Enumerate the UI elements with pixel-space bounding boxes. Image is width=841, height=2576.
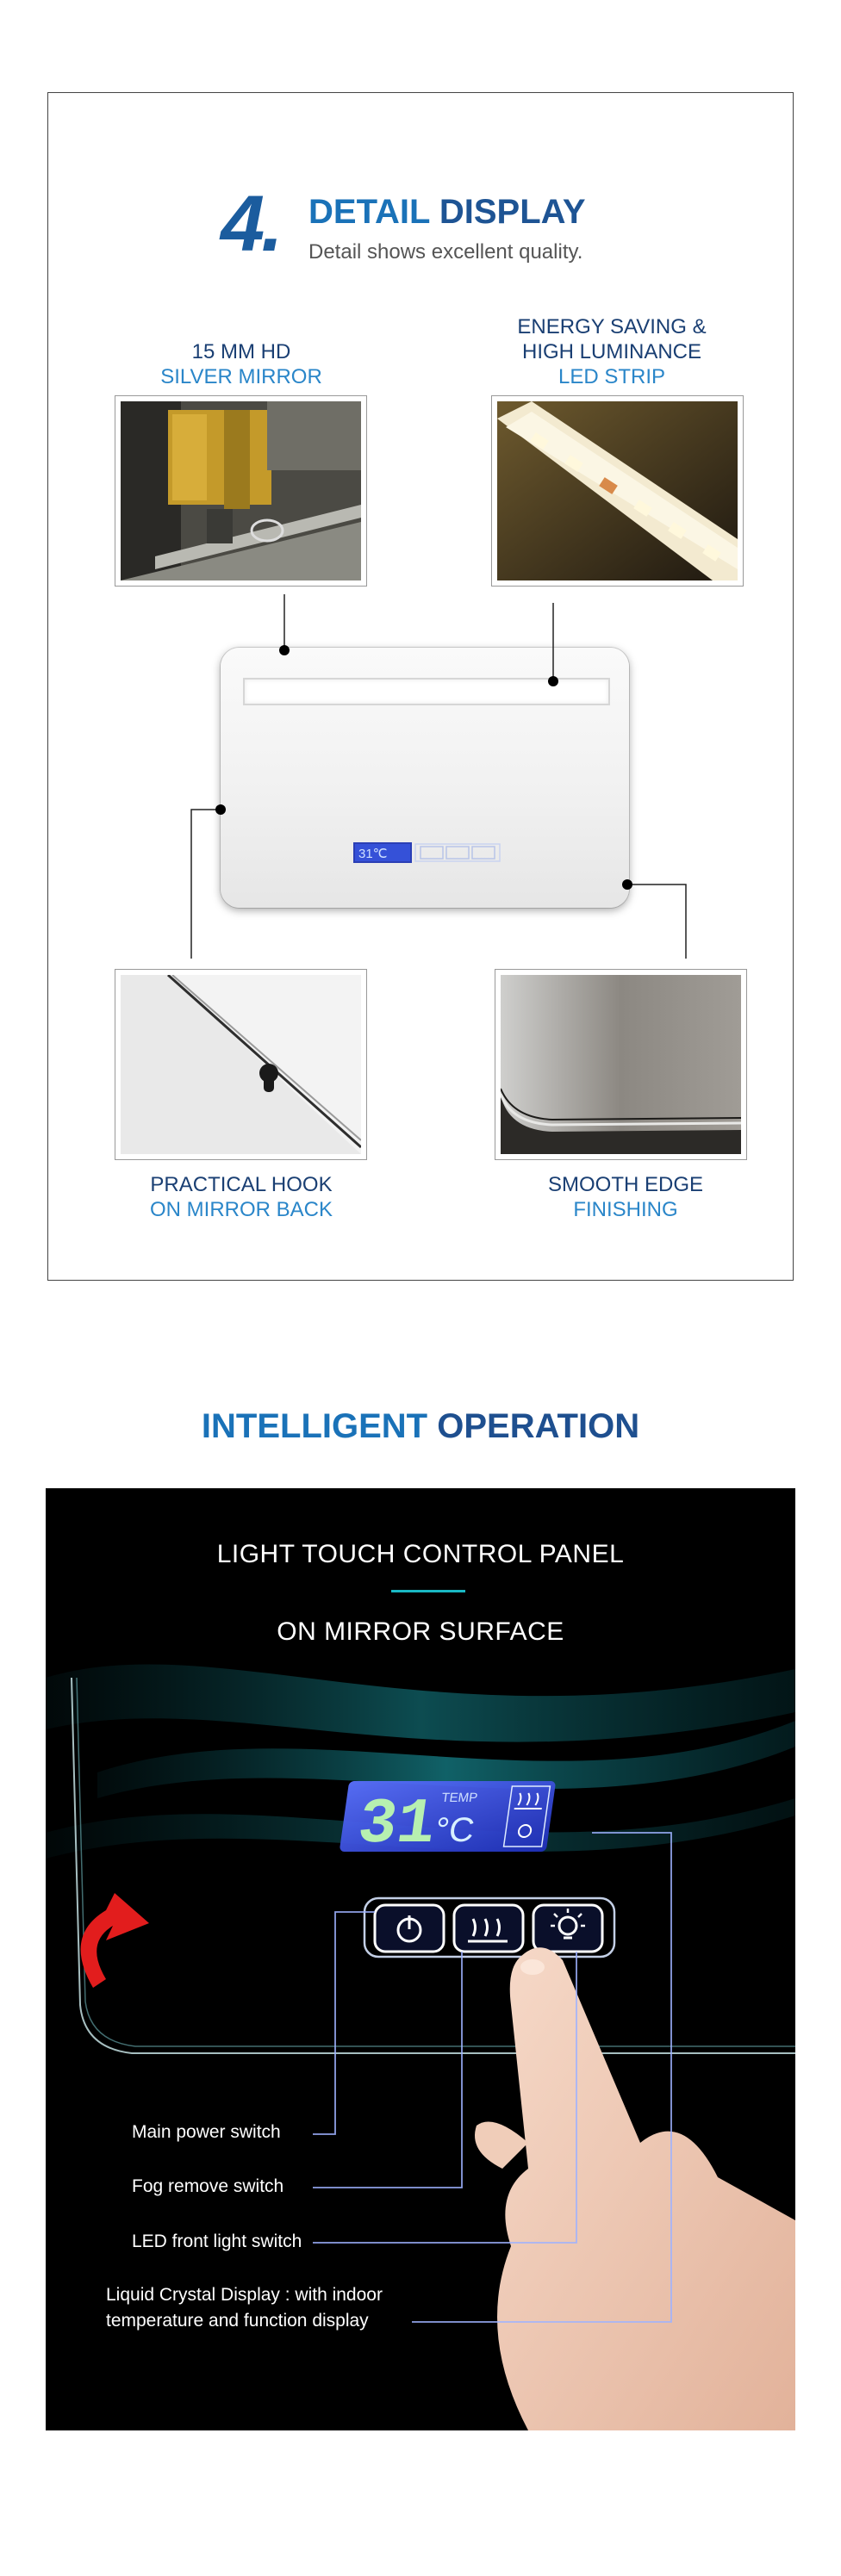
lcd-temp-label: TEMP <box>440 1791 479 1805</box>
label-lcd-line2: temperature and function display <box>106 2311 369 2331</box>
callout-dot <box>279 645 290 655</box>
panel-subtitle: ON MIRROR SURFACE <box>277 1617 564 1646</box>
caption-line: ON MIRROR BACK <box>149 1198 333 1221</box>
rotate-arrow-icon <box>81 1893 149 1988</box>
operation-heading <box>0 1407 841 1446</box>
fog-button[interactable] <box>454 1905 523 1952</box>
caption-line: 15 MM HD <box>191 340 291 363</box>
caption-line: ENERGY SAVING & <box>517 315 707 338</box>
callout-dot <box>548 676 558 686</box>
section-subtitle: Detail shows excellent quality. <box>308 240 583 264</box>
lcd-unit: °C <box>433 1810 477 1849</box>
caption-line: PRACTICAL HOOK <box>150 1173 333 1196</box>
lcd-display <box>338 1781 556 1861</box>
caption-line: SMOOTH EDGE <box>547 1173 703 1196</box>
callout-dot <box>215 804 226 815</box>
section-number: 4. <box>221 180 280 268</box>
lcd-digits: 31 <box>353 1789 440 1861</box>
label-lcd-line1: Liquid Crystal Display : with indoor <box>106 2285 383 2305</box>
touch-button-group <box>364 1898 614 1957</box>
caption-line: SILVER MIRROR <box>160 365 322 388</box>
heading-word-1: INTELLIGENT <box>201 1407 428 1445</box>
title-word-1: DETAIL <box>308 193 430 231</box>
mirror-panel-readout: 31℃ <box>358 847 388 861</box>
caption-line: HIGH LUMINANCE <box>521 340 702 363</box>
panel-title: LIGHT TOUCH CONTROL PANEL <box>216 1540 625 1568</box>
callout-dot <box>622 879 632 890</box>
hand-illustration <box>475 1947 795 2430</box>
control-panel-showcase <box>46 1488 795 2430</box>
label-main-power: Main power switch <box>132 2122 281 2142</box>
label-led-light: LED front light switch <box>132 2231 302 2251</box>
caption-line: FINISHING <box>573 1198 678 1221</box>
caption-line: LED STRIP <box>558 365 666 388</box>
heading-word-2: OPERATION <box>437 1407 640 1445</box>
label-fog-remove: Fog remove switch <box>132 2176 284 2196</box>
title-word-2: DISPLAY <box>439 193 586 231</box>
